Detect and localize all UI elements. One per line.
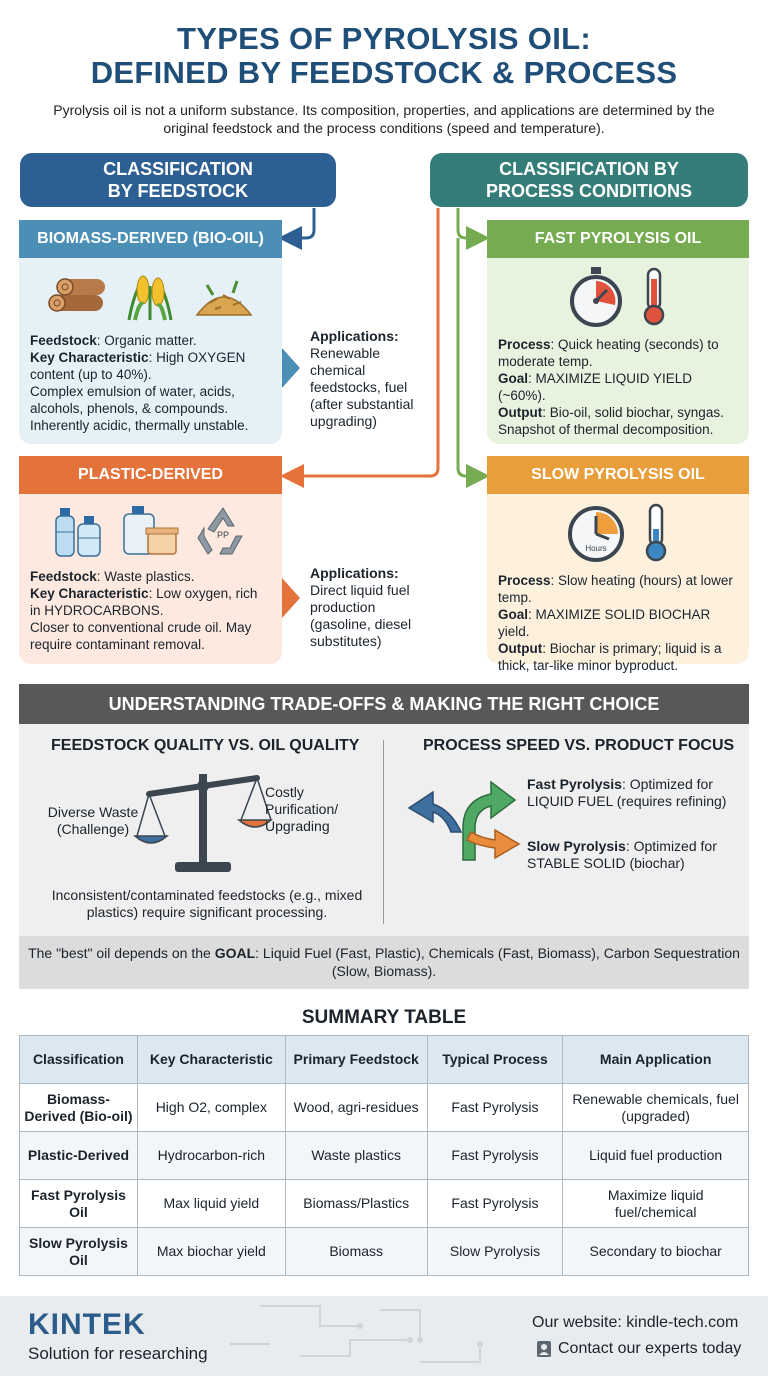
website-link[interactable]: Our website: kindle-tech.com <box>532 1314 739 1331</box>
fast-pyrolysis-tradeoff: Fast Pyrolysis: Optimized for LIQUID FUEL (requires refining) <box>527 776 727 809</box>
speed-vs-product-title: PROCESS SPEED VS. PRODUCT FOCUS <box>423 737 735 754</box>
title-line-1: TYPES OF PYROLYSIS OIL: <box>176 21 591 56</box>
slow-pyrolysis-card: SLOW PYROLYSIS OIL Hours Process: Slow heating (hours) at lower temp. Goal: MAXIMIZE SOLID BIOCHAR yield. Output: Biochar is primary; liquid is a thick, tar-like minor byproduct. <box>487 456 749 664</box>
tradeoffs-divider <box>383 740 384 924</box>
plastic-card-title: PLASTIC-DERIVED <box>19 456 282 494</box>
costly-purification-label: Costly Purification/ Upgrading <box>265 784 339 834</box>
contact-link[interactable]: Contact our experts today <box>536 1340 741 1358</box>
corn-icon <box>121 266 179 322</box>
balance-scale-icon <box>135 764 271 880</box>
plastic-card: PLASTIC-DERIVED PP Feedstock: Waste plastics. Key Characteristic: Low oxygen, rich in HYDROCARBONS. Closer to conventional crude oil. May require contaminant removal. <box>19 456 282 664</box>
table-row: Plastic-Derived Hydrocarbon-rich Waste plastics Fast Pyrolysis Liquid fuel production <box>20 1132 749 1180</box>
fork-arrows-icon <box>405 774 529 864</box>
intro-text: Pyrolysis oil is not a uniform substance. Its composition, properties, and applications are determined by the original feedstock and the process conditions (speed and temperature). <box>53 102 715 136</box>
feedstock-vs-oil-title: FEEDSTOCK QUALITY VS. OIL QUALITY <box>51 737 360 754</box>
biomass-applications: Applications: Renewable chemical feedstocks, fuel (after substantial upgrading) <box>310 328 414 429</box>
plastic-applications: Applications: Direct liquid fuel production (gasoline, diesel substitutes) <box>310 565 412 649</box>
summary-header-row <box>20 1036 749 1084</box>
fast-pyrolysis-card: FAST PYROLYSIS OIL Process: Quick heating (seconds) to moderate temp. Goal: MAXIMIZE LIQUID YIELD (~60%). Output: Bio-oil, solid biochar, syngas. Snapshot of thermal decomposition. <box>487 220 749 444</box>
svg-text:Hours: Hours <box>585 544 607 553</box>
biomass-icons <box>19 258 282 330</box>
summary-table <box>19 1035 749 1276</box>
biomass-card-title: BIOMASS-DERIVED (BIO-OIL) <box>19 220 282 258</box>
tradeoffs-panel <box>19 684 749 989</box>
plastic-bottles-icon <box>50 502 106 558</box>
header-main-application: Main Application <box>563 1036 749 1084</box>
fast-icons <box>487 258 749 334</box>
header-typical-process: Typical Process <box>427 1036 563 1084</box>
plastic-containers-icon <box>120 502 180 558</box>
table-row: Fast Pyrolysis Oil Max liquid yield Biomass/Plastics Fast Pyrolysis Maximize liquid fuel/chemical <box>20 1180 749 1228</box>
header-key-characteristic: Key Characteristic <box>137 1036 285 1084</box>
summary-table-title: SUMMARY TABLE <box>301 1007 467 1028</box>
header-classification: Classification <box>20 1036 138 1084</box>
thermometer-cool-icon <box>641 501 671 563</box>
fast-extra-text: Snapshot of thermal decomposition. <box>498 422 714 437</box>
slow-card-title: SLOW PYROLYSIS OIL <box>487 456 749 494</box>
slow-pyrolysis-tradeoff: Slow Pyrolysis: Optimized for STABLE SOLID (biochar) <box>527 838 717 871</box>
slow-icons <box>487 494 749 570</box>
svg-text:PP: PP <box>216 530 229 540</box>
recycle-icon <box>194 502 252 558</box>
biomass-card: BIOMASS-DERIVED (BIO-OIL) Feedstock: Organic matter. Key Characteristic: High OXYGEN content (up to 40%). Complex emulsion of water, acids, alcohols, phenols, & compounds. Inherently acidic, thermally unstable. <box>19 220 282 444</box>
feedstock-classification-header: CLASSIFICATION BY FEEDSTOCK <box>20 153 336 207</box>
process-classification-header: CLASSIFICATION BY PROCESS CONDITIONS <box>430 153 748 207</box>
header-primary-feedstock: Primary Feedstock <box>285 1036 427 1084</box>
stopwatch-icon <box>567 265 625 327</box>
title-line-2: DEFINED BY FEEDSTOCK & PROCESS <box>90 55 678 90</box>
fast-card-title: FAST PYROLYSIS OIL <box>487 220 749 258</box>
tradeoffs-footer: The "best" oil depends on the GOAL: Liquid Fuel (Fast, Plastic), Chemicals (Fast, Biomass), Carbon Sequestration (Slow, Biomass). <box>19 936 749 989</box>
contact-card-icon <box>536 1340 552 1358</box>
table-row: Slow Pyrolysis Oil Max biochar yield Biomass Slow Pyrolysis Secondary to biochar <box>20 1228 749 1276</box>
plastic-description: Closer to conventional crude oil. May require contaminant removal. <box>30 620 252 652</box>
plastic-icons <box>19 494 282 566</box>
footer-tagline: Solution for researching <box>28 1344 208 1363</box>
feedstock-tradeoff-text: Inconsistent/contaminated feedstocks (e.g., mixed plastics) require significant processing. <box>51 887 363 920</box>
diverse-waste-label: Diverse Waste (Challenge) <box>47 804 139 837</box>
thermometer-hot-icon <box>639 265 669 327</box>
kintek-logo: KINTEK <box>28 1308 146 1341</box>
clock-icon <box>565 501 627 563</box>
logs-icon <box>47 271 107 317</box>
wood-chips-icon <box>193 269 255 319</box>
tradeoffs-title: UNDERSTANDING TRADE-OFFS & MAKING THE RIGHT CHOICE <box>19 684 749 724</box>
table-row: Biomass-Derived (Bio-oil) High O2, complex Wood, agri-residues Fast Pyrolysis Renewable chemicals, fuel (upgraded) <box>20 1084 749 1132</box>
biomass-description: Complex emulsion of water, acids, alcohols, phenols, & compounds. Inherently acidic, thermally unstable. <box>30 384 249 433</box>
